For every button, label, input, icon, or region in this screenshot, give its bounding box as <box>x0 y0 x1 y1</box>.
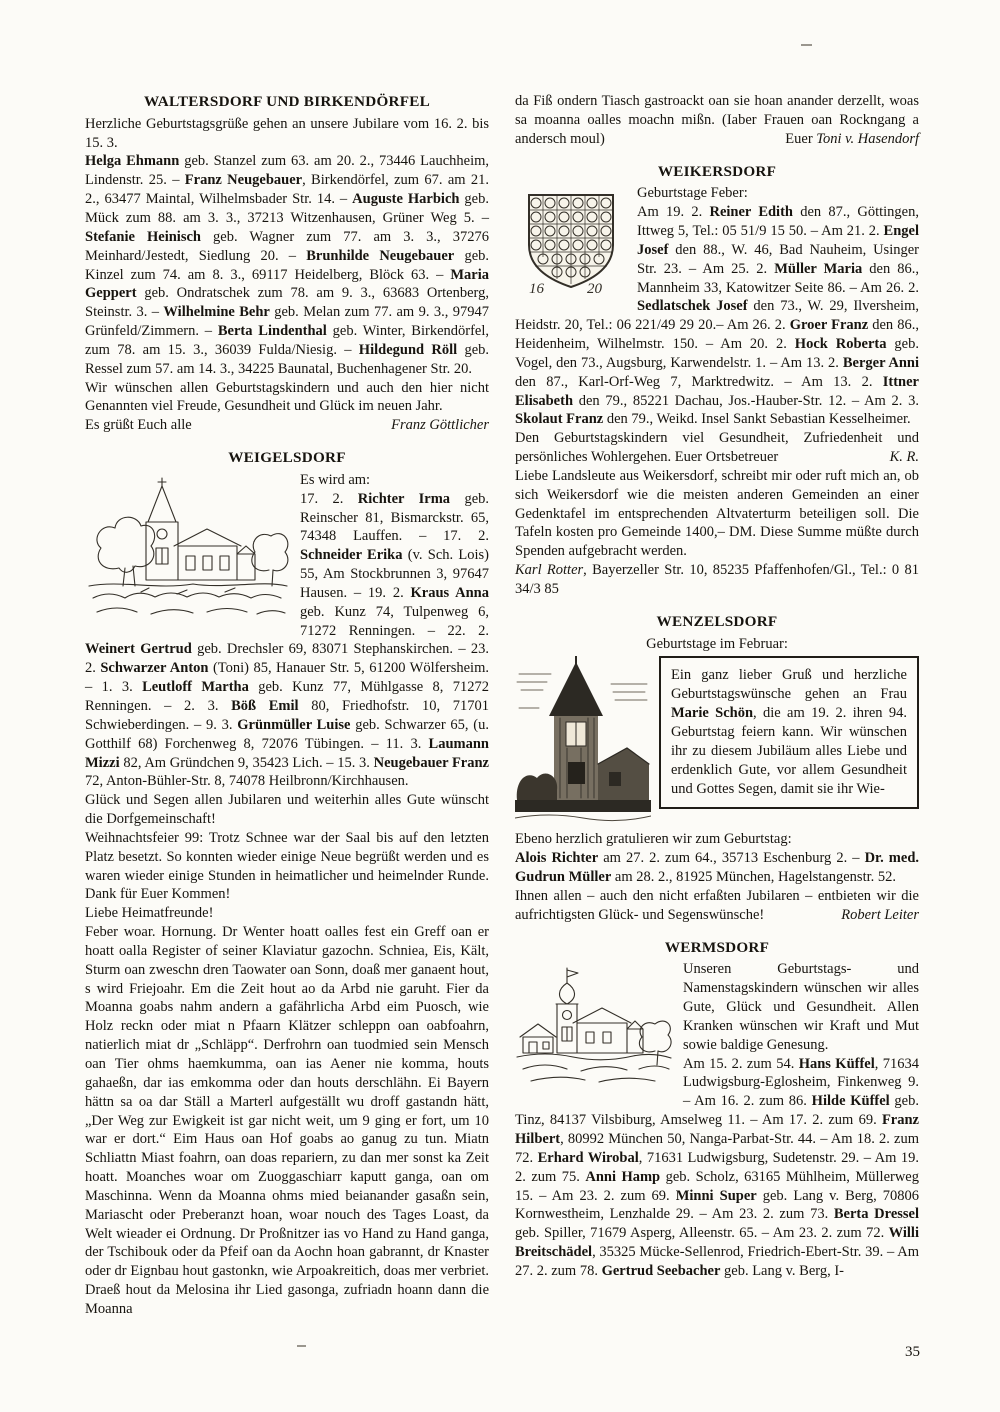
print-mark-bottom <box>297 1345 306 1347</box>
weigelsdorf-jubilare-list: 17. 2. Richter Irma geb. Reinscher 81, Bismarckstr. 65, 74348 Lauffen. – 17. 2. Schneider Erika (v. Sch. Lois) 55, Am Stockbrunnen 3, 97647 Hausen. – 19. 2. Kraus Anna geb. Kunz 74, Tulpenweg 6, 71272 Renningen. – 22. 2. Weinert Gertrud geb. Drechsler 69, 83071 Stephanskirchen. – 23. 2. Schwarzer Anton (Toni) 85, Hanauer Str. 5, 61200 Wölfersheim. – 1. 3. Leutloff Martha geb. Kunz 77, Mühlgasse 8, 71272 Renningen. – 2. 3. Böß Emil 80, Friedhofstr. 10, 71701 Schwieberdingen. – 9. 3. Grünmüller Luise geb. Schwarzer 65, (u. Gotthilf 68) Forchenweg 8, 72076 Tübingen. – 11. 3. Laumann Mizzi 82, Am Gründchen 9, 35423 Lich. – 15. 3. Neugebauer Franz 72, Anton-Bühler-Str. 8, 74078 Heilbronn/Kirchhausen. <box>85 490 490 790</box>
wenzelsdorf-ebeno: Ebeno herzlich gratulieren wir zum Geburtstag: <box>515 831 792 848</box>
weikersdorf-wish: Den Geburtstagskindern viel Gesundheit, Zufriedenheit und persönliches Wohlergehen. Euer Ortsbetreuer <box>515 430 919 466</box>
wenzelsdorf-closing: Ihnen allen – auch den nicht erfaßten Jubilaren – entbieten wir die aufrichtigsten Glück- und Segenswünsche! <box>515 887 919 923</box>
continuation-signature: Euer Toni v. Hasendorf <box>785 130 919 147</box>
signature-name: Franz Göttlicher <box>391 417 489 434</box>
wenzelsdorf-intro: Geburtstage im Februar: <box>646 635 788 652</box>
weikersdorf-jubilare-list: Am 19. 2. Reiner Edith den 87., Göttingen, Ittweg 5, Tel.: 05 51/9 15 50. – Am 21. 2. Engel Josef den 88., W. 46, Bad Nauheim, Usinger Str. 23. – Am 25. 2. Müller Maria den 86., Mannheim 33, Katowitzer Seite 86. – Am 26. 2. Sedlatschek Josef den 73., W. 29, Ilversheim, Heidstr. 20, Tel.: 06 221/49 29 20.– Am 26. 2. Groer Franz den 86., Heidenheim, Wilhelmstr. 150. – Am 20. 2. Hock Roberta geb. Vogel, den 73., Augsburg, Karwendelstr. 1. – Am 13. 2. Berger Anni den 87., Karl-Orf-Weg 7, Marktredwitz. – Am 13. 2. Ittner Elisabeth den 79., 85221 Dachau, Jos.-Hauber-Str. 12. – Am 2. 3. Skolaut Franz den 79., Weikd. Insel Sankt Sebastian Kesselheimer. <box>515 204 920 428</box>
wenzelsdorf-church-illustration <box>515 656 651 828</box>
weikersdorf-signature: K. R. <box>889 449 919 466</box>
weigelsdorf-weihnachtsfeier: Weihnachtsfeier 99: Trotz Schnee war der Saal bis auf den letzten Platz besetzt. So konnten wieder einige Neue begrüßt werden und es waren wieder einige Stunden in heimatlicher und heimelnder Runde. Dank für Euer Kommen! <box>85 829 489 903</box>
weikersdorf-wish-line <box>515 429 919 467</box>
weikersdorf-flow <box>515 184 919 429</box>
weigelsdorf-flow <box>85 471 489 791</box>
weikersdorf-appeal: Liebe Landsleute aus Weikersdorf, schreibt mir oder ruft mich an, ob sich Weikersdorf wie die meisten anderen Gemeinden an einer Gedenktafel im entsprechenden Altvaterturm beteiligen soll. Die Tafeln kosten pro Gemeinde 1400,– DM. Diese Summe müßte durch Spenden aufgebracht werden. <box>515 467 919 560</box>
weikersdorf-intro: Geburtstage Feber: <box>637 185 748 202</box>
wenzelsdorf-jubilare-list: Alois Richter am 27. 2. zum 64., 35713 Eschenburg 2. – Dr. med. Gudrun Müller am 28. 2., 81925 München, Hagelstangenstr. 52. <box>515 850 920 886</box>
right-column <box>515 92 919 1319</box>
arms-year-right: 20 <box>587 281 602 298</box>
weigelsdorf-dialect-story: Feber woar. Hornung. Dr Wenter hoatt oalles fest ein Greff oan er hoatt oalla Register of seiner Klaviatur gazochn. Schniea, Eis, Kält, Sturm oan zweschn dren Taowater oan Sonn, doaß mer ganaent hout, s wird Friejoahr. Em die Zeit hout ao da Arbd nie garuht. Fier da Moanna goabs nahm andern a gafährlicha Arbd eim Puosch, wie Holz reckn oder miat n Pfaarn Klätzer schleppn oan oabfoahrn, natierlich miat dr „Schläpp“. Derfrohrn oan tuodmied sein Mensch oan Tier ohms haemkumma, oan ias Aener nie komma, houts gahaeßn, dar ias emkomma oder dan houts derschlähn. Ei Bayern hättn sa oa dar Ställ a Marterl aufgeställt wu droff gastandn hätt, „Der Weg zur Ewigkeit ist gar nicht weit, um 9 ging er fort, um 10 war er dort.“ Eim Haus oan Hof goabs ao ganug zu tun. Miatn Schliattn Miast foahrn, oan doas repariern, zu dan mer sonst ka Zeit hoatt. Moanches woar om Zuoggaschiarr kaputt ganga, oan om Maschinna. Wenn da Moanna ohms mied beianander gasaßn sein, Mariascht oder Preberanzt hoan, woar nouch des Tages Loast, da Welt wieader ei Ordnung. Dr Proßnitzer ias vo Hand zu Hand ganga, der Tschibouk oder da Pfeif oan da Aochn hoan gabrannt, dr Knaster oder dr Eignbau hout gastonkn, wie Arpoakreitich, doas mer verbriet. Draeß hout da Melosina ihr Lied gasonga, zufriadn hoann dann die Moanna <box>85 924 489 1317</box>
wenzelsdorf-greeting-text: Ein ganz lieber Gruß und herzliche Geburtstagswünsche gehen an Frau Marie Schön, die am 19. 2. ihren 94. Geburtstag feiern kann. Wir wünschen ihr zu diesem Jubiläum alles Liebe und erdenklich Gute, vor allem Gesundheit und Gottes Segen, damit sie ihr Wie- <box>671 667 907 797</box>
weigelsdorf-church-illustration <box>85 474 290 626</box>
page-number: 35 <box>905 1344 920 1360</box>
wenzelsdorf-greeting-box <box>659 656 919 809</box>
wermsdorf-jubilare-list: Am 15. 2. zum 54. Hans Küffel, 71634 Ludwigsburg-Eglosheim, Finkenweg 9. – Am 16. 2. zum 86. Hilde Küffel geb. Tinz, 84137 Vilsbiburg, Amselweg 11. – Am 17. 2. zum 69. Franz Hilbert, 80992 München 50, Nanga-Parbat-Str. 44. – Am 18. 2. zum 72. Erhard Wirobal, 71631 Ludwigsburg, Sudetenstr. 29. – Am 19. 2. zum 75. Anni Hamp geb. Scholz, 63165 Mühlheim, Müllerweg 15. – Am 23. 2. zum 69. Minni Super geb. Lang v. Berg, 70806 Kornwestheim, Lenzhalde 29. – Am 23. 2. zum 73. Berta Dressel geb. Spiller, 71679 Asperg, Alleenstr. 65. – Am 23. 2. zum 72. Willi Breitschädel, 35325 Mücke-Sellenrod, Friedrich-Ebert-Str. 39. – Am 27. 2. zum 78. Gertrud Seebacher geb. Lang v. Berg, I- <box>515 1055 920 1279</box>
section-title-weigelsdorf: WEIGELSDORF <box>228 449 346 467</box>
continuation-text: da Fiß ondern Tiasch gastroackt oan sie hoan anander derzellt, woas sa moanna oalles moachn mißn. (Iaber Frauen oan Rockngang a andersch moul) <box>515 93 919 147</box>
weigelsdorf-salutation: Liebe Heimatfreunde! <box>85 905 214 922</box>
section-wenzelsdorf <box>515 612 919 925</box>
arms-year-left: 16 <box>529 281 544 298</box>
section-title-wenzelsdorf: WENZELSDORF <box>656 612 778 630</box>
wenzelsdorf-media-row <box>515 656 919 828</box>
weikersdorf-coat-of-arms <box>515 187 627 299</box>
two-column-layout <box>85 92 924 1319</box>
section-title-wermsdorf: WERMSDORF <box>664 938 770 956</box>
left-column <box>85 92 489 1319</box>
section-weikersdorf <box>515 162 919 599</box>
signature-lead: Es grüßt Euch alle <box>85 417 192 434</box>
section-title-waltersdorf: WALTERSDORF UND BIRKENDÖRFEL <box>143 93 431 110</box>
section-wermsdorf <box>515 938 919 1281</box>
waltersdorf-intro: Herzliche Geburtstagsgrüße gehen an unsere Jubilare vom 16. 2. bis 15. 3. <box>85 115 489 151</box>
wermsdorf-flow <box>515 960 919 1280</box>
wenzelsdorf-closing-line <box>515 887 919 925</box>
section-waltersdorf <box>85 92 489 435</box>
waltersdorf-signature-line <box>85 416 489 435</box>
story-continuation <box>515 92 919 149</box>
section-weigelsdorf <box>85 448 489 1319</box>
weigelsdorf-wish: Glück und Segen allen Jubilaren und weiterhin alles Gute wünscht die Dorfgemeinschaft! <box>85 792 489 828</box>
waltersdorf-jubilare-list: Helga Ehmann geb. Stanzel zum 63. am 20. 2., 73446 Lauchheim, Lindenstr. 25. – Franz Neugebauer, Birkendörfel, zum 67. am 21. 2., 63477 Maintal, Wilhelmsbader Str. 14. – Auguste Harbich geb. Mück zum 88. am 3. 3., 37213 Witzenhausen, Grüner Weg 5. – Stefanie Heinisch geb. Wagner zum 77. am 3. 3., 37276 Meinhard/Jestedt, Siedlung 20. – Brunhilde Neugebauer geb. Kinzel zum 74. am 8. 3., 69117 Heidelberg, Blöck 63. – Maria Geppert geb. Ondratschek zum 78. am 9. 3., 63683 Ortenberg, Steinstr. 3. – Wilhelmine Behr geb. Melan zum 77. am 9. 3., 97947 Grünfeld/Zimmern. – Berta Lindenthal geb. Winter, Birkendörfel, zum 78. am 15. 3., 36039 Fulda/Niesig. – Hildegund Röll geb. Ressel zum 57. am 14. 3., 34225 Baunatal, Buchenhagener Str. 20. <box>85 153 490 377</box>
weikersdorf-contact: Karl Rotter, Bayerzeller Str. 10, 85235 Pfaffenhofen/Gl., Tel.: 0 81 34/3 85 <box>515 562 919 597</box>
print-mark-top <box>801 44 812 46</box>
weigelsdorf-intro: Es wird am: <box>300 471 371 488</box>
section-title-weikersdorf: WEIKERSDORF <box>657 162 777 180</box>
waltersdorf-wish: Wir wünschen allen Geburtstagskindern und auch den hier nicht Genannten viel Freude, Gesundheit und Glück im neuen Jahr. <box>85 379 489 415</box>
wermsdorf-church-illustration <box>515 963 673 1087</box>
wermsdorf-intro: Unseren Geburtstags- und Namenstagskindern wünschen wir alles Gute, Glück und Gesundheit. Allen Kranken wünschen wir Kraft und Mut sowie baldige Genesung. <box>683 961 919 1053</box>
wenzelsdorf-signature: Robert Leiter <box>841 906 919 923</box>
